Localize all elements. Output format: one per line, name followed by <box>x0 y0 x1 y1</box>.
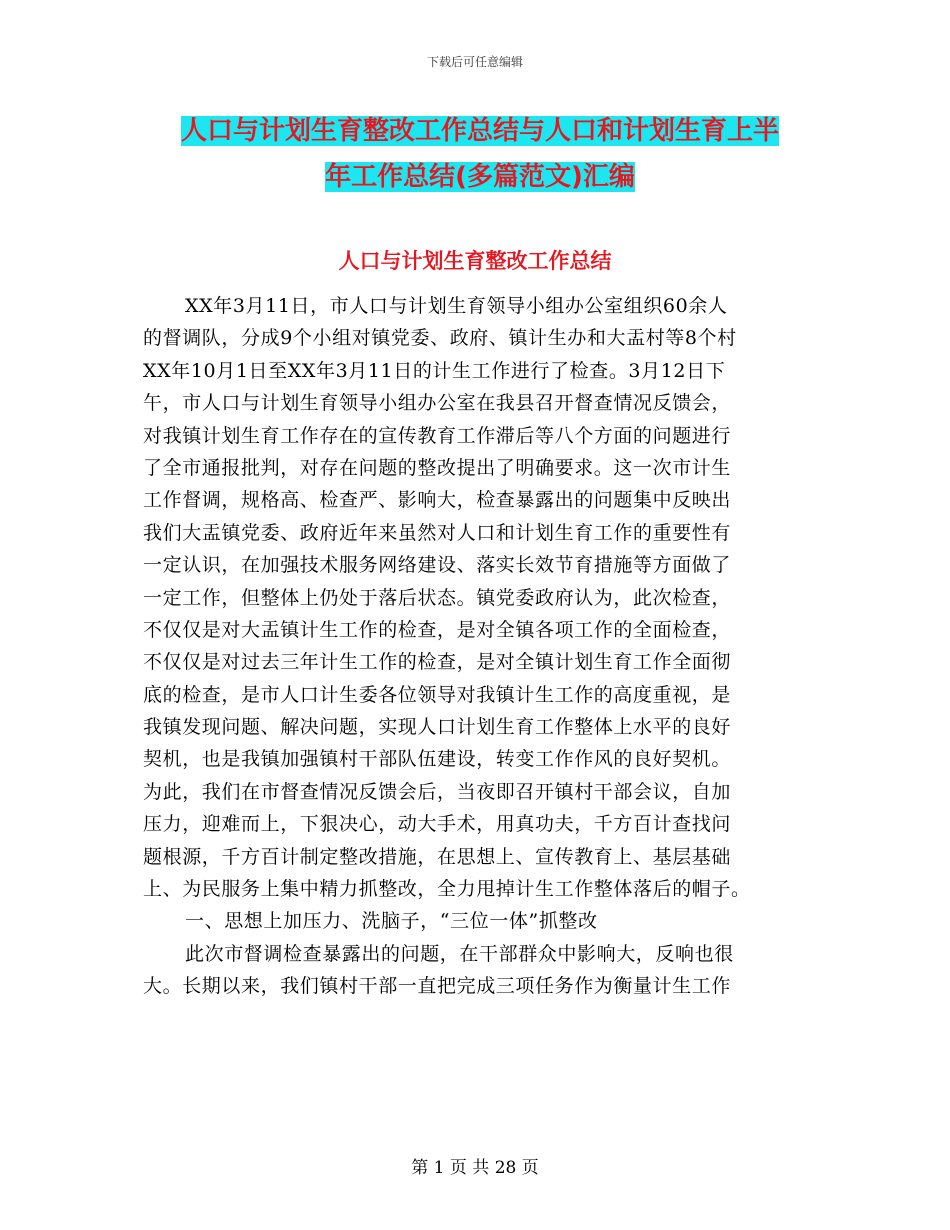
paragraph-line: 了全市通报批判，对存在问题的整改提出了明确要求。这一次市计生 <box>143 456 732 479</box>
paragraph-line: 此次市督调检查暴露出的问题，在干部群众中影响大，反响也很 <box>185 942 734 965</box>
paragraph-line: 我镇发现问题、解决问题，实现人口计划生育工作整体上水平的良好 <box>143 716 732 739</box>
paragraph-line: 不仅仅是对大盂镇计生工作的检查，是对全镇各项工作的全面检查， <box>143 618 732 641</box>
paragraph-line: 对我镇计划生育工作存在的宣传教育工作滞后等八个方面的问题进行 <box>143 424 732 447</box>
paragraph-line: 我们大盂镇党委、政府近年来虽然对人口和计划生育工作的重要性有 <box>143 521 732 544</box>
title-line-1: 人口与计划生育整改工作总结与人口和计划生育上半 <box>180 116 779 146</box>
paragraph-line: 一定工作，但整体上仍处于落后状态。镇党委政府认为，此次检查， <box>143 586 732 609</box>
paragraph-line: 大。长期以来，我们镇村干部一直把完成三项任务作为衡量计生工作 <box>143 975 732 998</box>
document-title <box>140 108 820 200</box>
paragraph-line: 不仅仅是对过去三年计生工作的检查，是对全镇计划生育工作全面彻 <box>143 651 732 674</box>
paragraph-line: 为此，我们在市督查情况反馈会后，当夜即召开镇村干部会议，自加 <box>143 780 732 803</box>
section-title: 人口与计划生育整改工作总结 <box>338 249 612 273</box>
paragraph-line: 午，市人口与计划生育领导小组办公室在我县召开督查情况反馈会， <box>143 392 732 415</box>
subheading-line: 一、思想上加压力、洗脑子，“三位一体”抓整改 <box>185 910 598 933</box>
body-text <box>143 290 808 1003</box>
paragraph-line: 工作督调，规格高、检查严、影响大，检查暴露出的问题集中反映出 <box>143 489 732 512</box>
paragraph-line: 底的检查，是市人口计生委各位领导对我镇计生工作的高度重视，是 <box>143 683 732 706</box>
paragraph-line: 上、为民服务上集中精力抓整改，全力甩掉计生工作整体落后的帽子。 <box>143 878 751 901</box>
header-note: 下载后可任意编辑 <box>426 55 523 69</box>
title-line-2: 年工作总结(多篇范文)汇编 <box>325 162 635 192</box>
paragraph-line: XX年10月1日至XX年3月11日的计生工作进行了检查。3月12日下 <box>143 359 726 382</box>
paragraph-line: 的督调队，分成9个小组对镇党委、政府、镇计生办和大盂村等8个村 <box>143 327 737 350</box>
paragraph-line: 一定认识，在加强技术服务网络建设、落实长效节育措施等方面做了 <box>143 554 732 577</box>
paragraph-line: 契机，也是我镇加强镇村干部队伍建设，转变工作作风的良好契机。 <box>143 748 732 771</box>
paragraph-line: 题根源，千方百计制定整改措施，在思想上、宣传教育上、基层基础 <box>143 845 732 868</box>
paragraph-line: XX年3月11日，市人口与计划生育领导小组办公室组织60余人 <box>185 295 728 317</box>
page-footer: 第 1 页 共 28 页 <box>411 1158 539 1178</box>
paragraph-line: 压力，迎难而上，下狠决心，动大手术，用真功夫，千方百计查找问 <box>143 813 732 836</box>
